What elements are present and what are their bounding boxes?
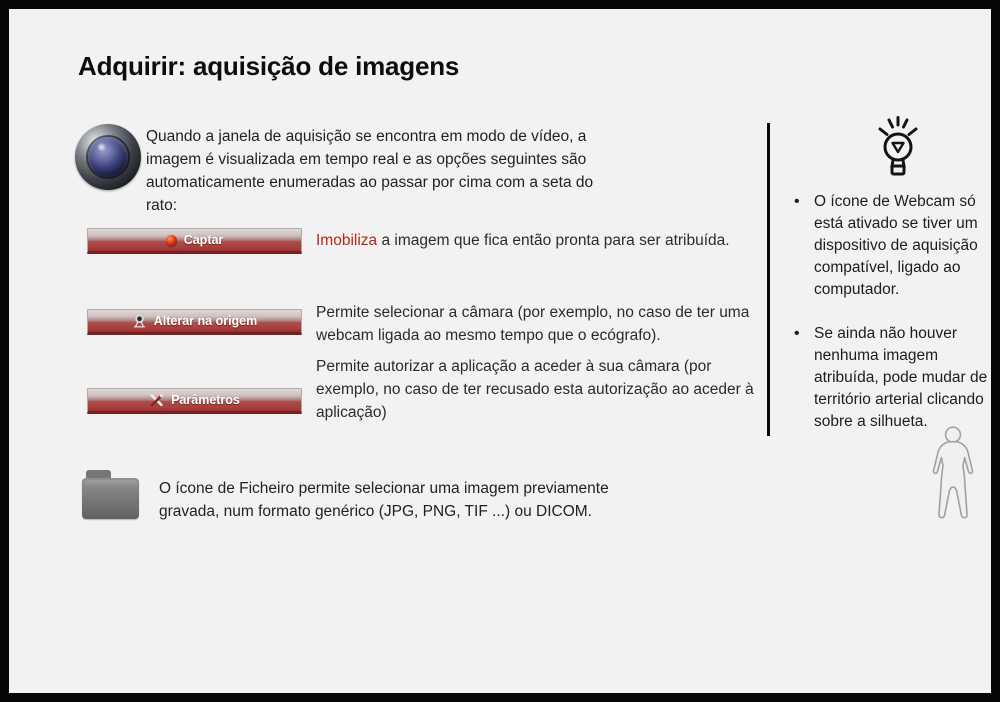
lightbulb-icon (869, 115, 927, 181)
alterar-origem-button[interactable] (87, 309, 302, 335)
file-note: O ícone de Ficheiro permite selecionar uma imagem previamente gravada, num formato genérico (JPG, PNG, TIF ...) ou DICOM. (159, 480, 609, 520)
folder-icon-body[interactable] (82, 478, 139, 519)
tools-icon (149, 393, 164, 407)
alterar-origem-description: Permite selecionar a câmara (por exemplo, no caso de ter uma webcam ligada ao mesmo tempo que o ecógrafo). (316, 304, 750, 344)
tips-list (790, 191, 995, 433)
page-title: Adquirir: aquisição de imagens (78, 51, 460, 81)
vertical-divider (767, 123, 770, 436)
human-silhouette-icon[interactable] (920, 425, 986, 525)
captar-button[interactable] (87, 228, 302, 254)
tip-item-silhueta: • Se ainda não houver nenhuma imagem atribuída, pode mudar de território arterial clicando sobre a silhueta. (790, 323, 996, 433)
parametros-button-label: Parâmetros (171, 393, 240, 407)
captar-description (316, 229, 778, 252)
webcam-lens-icon[interactable] (75, 124, 141, 190)
tip-item-webcam: • O ícone de Webcam só está ativado se tiver um dispositivo de aquisição compatível, ligado ao computador. (790, 191, 996, 301)
captar-description-highlight: Imobiliza (316, 232, 378, 249)
webcam-icon (132, 314, 147, 328)
record-dot-icon (166, 235, 177, 246)
parametros-button[interactable] (87, 388, 302, 414)
parametros-description: Permite autorizar a aplicação a aceder à sua câmara (por exemplo, no caso de ter recusado esta autorização ao aceder à aplicação) (316, 358, 754, 421)
alterar-origem-button-label: Alterar na origem (153, 314, 258, 328)
captar-description-rest: a imagem que fica então pronta para ser atribuída. (377, 232, 730, 249)
captar-button-label: Captar (183, 233, 224, 247)
intro-paragraph: Quando a janela de aquisição se encontra em modo de vídeo, a imagem é visualizada em tempo real e as opções seguintes são automaticamente enumeradas ao passar por cima com a seta do rato: (146, 128, 594, 214)
